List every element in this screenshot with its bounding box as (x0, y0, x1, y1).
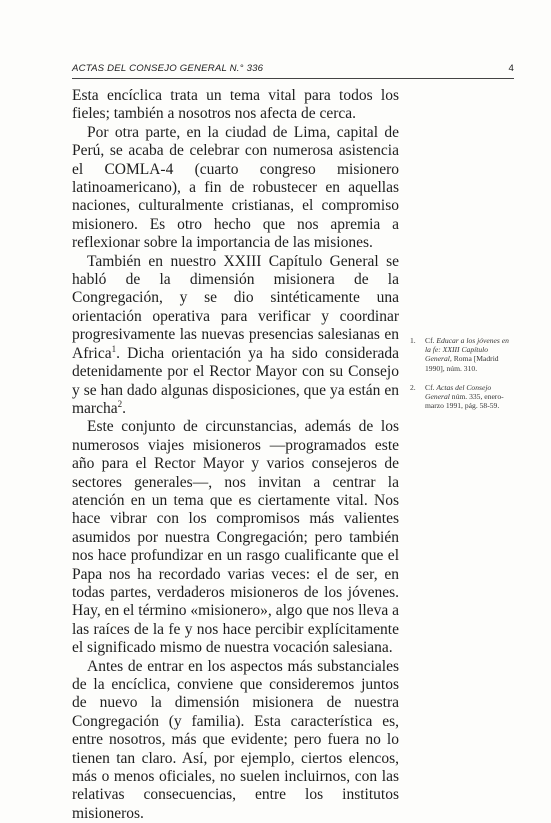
paragraph-3-text-a: También en nuestro XXIII Capítulo General se habló de la dimensión misionera de la Congregación, y se dio sintéticamente una orientación operativa para verificar y coordinar progresivamente las nuevas presencias salesianas en Africa (72, 252, 399, 362)
paragraph-1: Esta encíclica trata un tema vital para todos los fieles; también a nosotros nos afecta de cerca. (72, 87, 399, 123)
paragraph-2: Por otra parte, en la ciudad de Lima, capital de Perú, se acaba de celebrar con numerosa asistencia el COMLA-4 (cuarto congreso misionero latinoamericano), a fin de robustecer en aquellas naciones, culturalmente cristianas, el compromiso misionero. Es otro hecho que nos apremia a reflexionar sobre la importancia de las misiones. (72, 123, 399, 252)
note-prefix: Cf. (425, 382, 437, 392)
paragraph-3-text-b: . Dicha orientación ya ha sido considerada detenidamente por el Rector Mayor con su Consejo y se han dado algunas disposiciones, que ya están en marcha (72, 344, 399, 417)
running-title: ACTAS DEL CONSEJO GENERAL N.° 336 (72, 63, 264, 74)
footnote-ref-2[interactable]: 2 (117, 398, 123, 409)
note-detail: , Roma [Madrid 1990], núm. 310. (425, 354, 499, 373)
paragraph-5: Antes de entrar en los aspectos más substanciales de la encíclica, conviene que consideremos juntos de nuevo la dimensión misionera de nuestra Congregación (y familia). Esta característica es, entre nosotros, más que evidente; pero fuera no lo tienen tan claro. Así, por ejemplo, ciertos elencos, más o menos oficiales, no suelen incluirnos, con las relativas consecuencias, entre los institutos misioneros. (72, 657, 399, 822)
note-detail: núm. 335, enero-marzo 1991, pág. 58-59. (425, 392, 504, 411)
note-title: Educar a los jóvenes en la fe: XXIII Capítulo General (425, 336, 509, 364)
page-number: 4 (508, 63, 514, 74)
margin-notes (410, 336, 516, 420)
header-rule (72, 78, 514, 79)
margin-note (410, 336, 516, 373)
note-title: Actas del Consejo General (425, 382, 492, 402)
paragraph-4: Este conjunto de circunstancias, además de los numerosos viajes misioneros —programados este año para el Rector Mayor y varios consejeros de sectores generales—, nos invitan a centrar la atención en un tema que es ciertamente vital. Nos hace vibrar con los compromisos más valientes asumidos por nuestra Congregación; pero también nos hace profundizar en un rasgo cualificante que el Papa nos ha recordado varias veces: el de ser, en todas partes, verdaderos misioneros de los jóvenes. Hay, en el término «misionero», algo que nos lleva a las raíces de la fe y nos hace percibir explícitamente el significado mismo de nuestra vocación salesiana. (72, 418, 399, 657)
note-number: 1. (410, 336, 416, 345)
note-number: 2. (410, 382, 416, 392)
paragraph-3 (72, 253, 399, 419)
paragraph-3-text-c: . (122, 399, 126, 417)
note-prefix: Cf. (425, 336, 437, 345)
footnote-ref-1[interactable]: 1 (111, 343, 117, 354)
margin-note (410, 383, 516, 411)
main-text (72, 87, 399, 823)
page-header (72, 63, 514, 77)
